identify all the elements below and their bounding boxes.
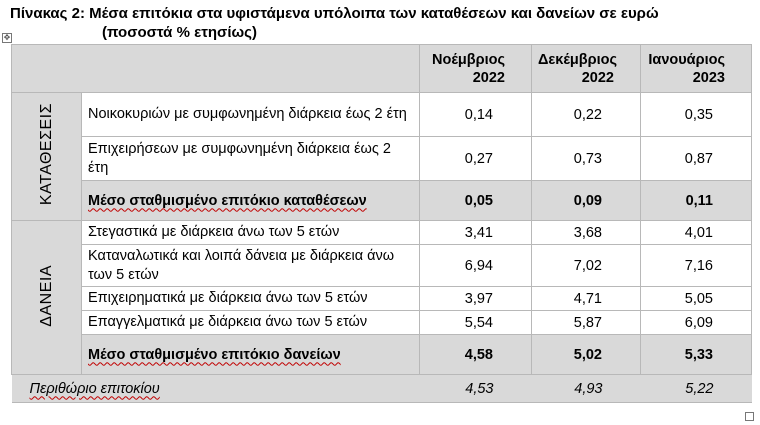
loans-average-row <box>12 335 752 375</box>
interest-rates-table <box>11 44 752 403</box>
header-jan-2023: Ιανουάριος 2023 <box>641 45 752 93</box>
group-label-deposits <box>12 93 82 221</box>
value-cell: 7,02 <box>532 245 641 287</box>
caption-line-2: (ποσοστά % ετησίως) <box>102 24 257 41</box>
table-caption <box>10 4 659 42</box>
value-cell: 5,22 <box>641 375 752 403</box>
value-cell: 0,11 <box>641 181 752 221</box>
table-row <box>12 137 752 181</box>
value-cell: 0,05 <box>420 181 532 221</box>
deposits-average-label <box>82 181 420 221</box>
value-cell: 3,41 <box>420 221 532 245</box>
table-row <box>12 287 752 311</box>
value-cell: 4,58 <box>420 335 532 375</box>
value-cell: 6,94 <box>420 245 532 287</box>
value-cell: 0,87 <box>641 137 752 181</box>
value-cell: 5,54 <box>420 311 532 335</box>
value-cell: 0,27 <box>420 137 532 181</box>
value-cell: 0,14 <box>420 93 532 137</box>
value-cell: 4,53 <box>420 375 532 403</box>
value-cell: 3,68 <box>532 221 641 245</box>
caption-line-1: Πίνακας 2: Μέσα επιτόκια στα υφιστάμενα υπόλοιπα των καταθέσεων και δανείων σε ευρώ <box>10 5 659 22</box>
header-dec-2022: Δεκέμβριος 2022 <box>532 45 641 93</box>
value-cell: 6,09 <box>641 311 752 335</box>
value-cell: 5,87 <box>532 311 641 335</box>
row-label: Επαγγελματικά με διάρκεια άνω των 5 ετών <box>82 311 420 335</box>
deposits-vertical-label: ΚΑΤΑΘΕΣΕΙΣ <box>37 103 55 206</box>
value-cell: 0,35 <box>641 93 752 137</box>
value-cell: 4,93 <box>532 375 641 403</box>
value-cell: 5,05 <box>641 287 752 311</box>
value-cell: 4,71 <box>532 287 641 311</box>
row-label: Νοικοκυριών με συμφωνημένη διάρκεια έως 2 έτη <box>82 93 420 137</box>
table-row <box>12 311 752 335</box>
group-label-loans <box>12 221 82 375</box>
header-nov-2022: Νοέμβριος 2022 <box>420 45 532 93</box>
table-row <box>12 245 752 287</box>
loans-average-label <box>82 335 420 375</box>
value-cell: 5,33 <box>641 335 752 375</box>
value-cell: 0,22 <box>532 93 641 137</box>
row-label: Στεγαστικά με διάρκεια άνω των 5 ετών <box>82 221 420 245</box>
value-cell: 5,02 <box>532 335 641 375</box>
value-cell: 0,73 <box>532 137 641 181</box>
row-label: Καταναλωτικά και λοιπά δάνεια με διάρκεια άνω των 5 ετών <box>82 245 420 287</box>
header-row <box>12 45 752 93</box>
margin-row <box>12 375 752 403</box>
loans-average-text: Μέσο σταθμισμένο επιτόκιο δανείων <box>88 346 341 363</box>
margin-label <box>12 375 420 403</box>
loans-vertical-label: ΔΑΝΕΙΑ <box>37 264 55 327</box>
table-row <box>12 93 752 137</box>
value-cell: 7,16 <box>641 245 752 287</box>
margin-text: Περιθώριο επιτοκίου <box>29 380 160 397</box>
row-label: Επιχειρήσεων με συμφωνημένη διάρκεια έως 2 έτη <box>82 137 420 181</box>
value-cell: 3,97 <box>420 287 532 311</box>
header-empty-cell <box>12 45 420 93</box>
value-cell: 4,01 <box>641 221 752 245</box>
resize-square-icon[interactable] <box>745 412 754 421</box>
table-row <box>12 221 752 245</box>
move-arrows-icon[interactable]: ✥ <box>3 33 11 42</box>
row-label: Επιχειρηματικά με διάρκεια άνω των 5 ετών <box>82 287 420 311</box>
value-cell: 0,09 <box>532 181 641 221</box>
deposits-average-text: Μέσο σταθμισμένο επιτόκιο καταθέσεων <box>88 192 367 209</box>
deposits-average-row <box>12 181 752 221</box>
